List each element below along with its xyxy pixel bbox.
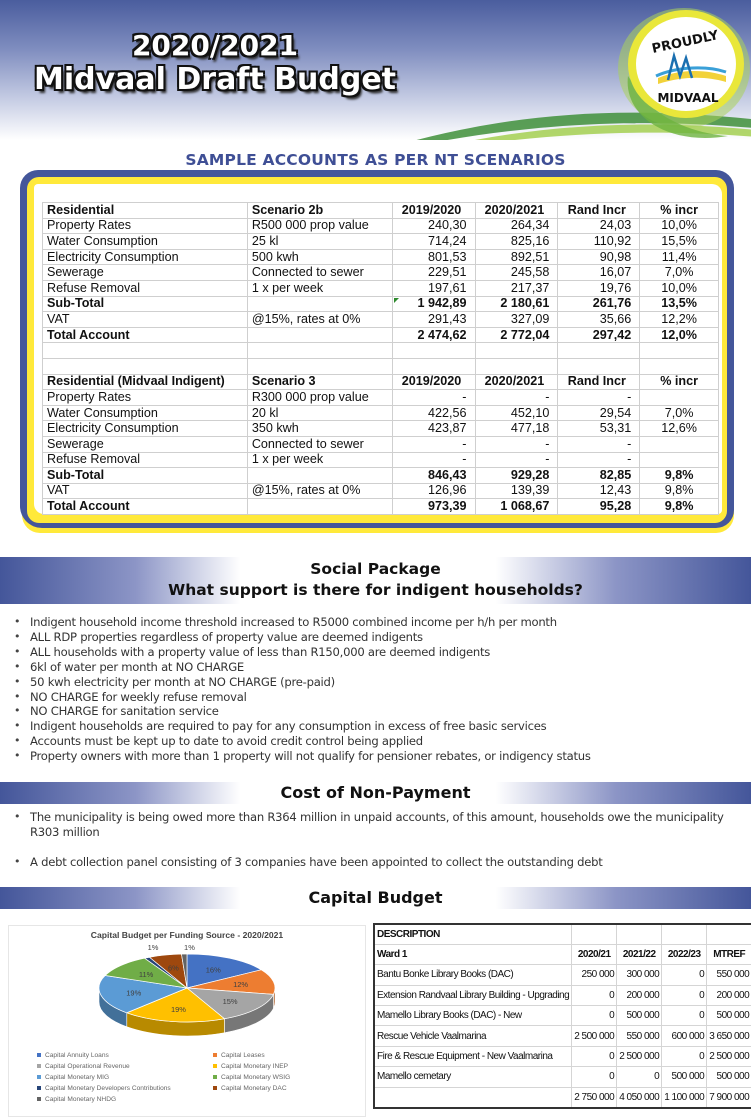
- vat-row: [43, 312, 719, 328]
- cell-item: Water Consumption: [43, 405, 248, 421]
- project-description: Mamello cemetary: [374, 1067, 572, 1087]
- capital-budget-title: Capital Budget: [308, 888, 443, 907]
- cell-detail: 25 kl: [247, 234, 392, 250]
- project-value: 0: [662, 1006, 707, 1026]
- cell-2020-2021: 825,16: [475, 234, 558, 250]
- cell-detail: [247, 468, 392, 484]
- pie-data-label: 6%: [168, 963, 179, 973]
- pie-data-label: 15%: [222, 996, 238, 1006]
- cell-detail: [247, 327, 392, 343]
- pie-data-label: 12%: [233, 980, 249, 990]
- legend-item: [37, 1052, 109, 1059]
- description-header-row: [374, 924, 751, 944]
- table-row: [374, 1046, 751, 1066]
- cell-pct-incr: [640, 390, 719, 406]
- legend-item: [213, 1052, 265, 1059]
- project-value: 200 000: [707, 985, 751, 1005]
- legend-swatch: [213, 1064, 217, 1068]
- empty-cell: [392, 358, 475, 374]
- cell-2020-2021: 892,51: [475, 249, 558, 265]
- cell-rand-incr: 261,76: [558, 296, 640, 312]
- subtotal-row: [43, 468, 719, 484]
- cell-2019-2020: 422,56: [392, 405, 475, 421]
- cell-2020-2021: 2 772,04: [475, 327, 558, 343]
- cell-2020-2021: 452,10: [475, 405, 558, 421]
- sample-accounts-table: [42, 202, 719, 515]
- pie-data-label: 19%: [170, 1004, 186, 1014]
- logo-bottom-text: MIDVAAL: [657, 91, 719, 105]
- cell-pct-incr: 12,6%: [640, 421, 719, 437]
- cell-2020-2021: -: [475, 452, 558, 468]
- legend-item: [37, 1063, 130, 1070]
- non-payment-list: [12, 810, 742, 870]
- cell-pct-incr: 13,5%: [640, 296, 719, 312]
- empty-cell: [374, 1087, 572, 1107]
- capital-budget-banner: [0, 887, 751, 909]
- cell-2020-2021: 327,09: [475, 312, 558, 328]
- title-main: Midvaal Draft Budget: [33, 62, 397, 97]
- list-item: • The municipality is being owed more than R364 million in unpaid accounts, of this amount, households owe the municipality R303 million: [12, 810, 742, 840]
- cell-detail: 500 kwh: [247, 249, 392, 265]
- cell-2020-2021: -: [475, 436, 558, 452]
- cell-item: Water Consumption: [43, 234, 248, 250]
- legend-label: Capital Annuity Loans: [45, 1052, 109, 1059]
- list-item: • 6kl of water per month at NO CHARGE: [12, 660, 742, 675]
- project-value: 500 000: [707, 1006, 751, 1026]
- vat-row: [43, 483, 719, 499]
- list-item: • A debt collection panel consisting of 3 companies have been appointed to collect the outstanding debt: [12, 855, 742, 870]
- table-row: [43, 405, 719, 421]
- list-item: • ALL households with a property value of less than R150,000 are deemed indigents: [12, 645, 742, 660]
- cell-2020-2021: 245,58: [475, 265, 558, 281]
- subtotal-row: [43, 296, 719, 312]
- legend-item: [37, 1085, 171, 1092]
- column-header: MTREF: [707, 944, 751, 964]
- cell-item: Refuse Removal: [43, 280, 248, 296]
- cell-item: Sewerage: [43, 436, 248, 452]
- project-value: 600 000: [662, 1026, 707, 1046]
- total-value: 1 100 000: [662, 1087, 707, 1107]
- empty-cell: [558, 343, 640, 359]
- list-item: • Indigent household income threshold increased to R5000 combined income per h/h per month: [12, 615, 742, 630]
- cell-rand-incr: -: [558, 390, 640, 406]
- total-row: [43, 327, 719, 343]
- cell-2019-2020: 240,30: [392, 218, 475, 234]
- cell-detail: [247, 296, 392, 312]
- column-header-row: [374, 944, 751, 964]
- cell-item: VAT: [43, 483, 248, 499]
- total-value: 2 750 000: [572, 1087, 617, 1107]
- totals-row: [374, 1087, 751, 1107]
- cell-rand-incr: 297,42: [558, 327, 640, 343]
- project-description: Fire & Rescue Equipment - New Vaalmarina: [374, 1046, 572, 1066]
- spacer-row: [43, 343, 719, 359]
- project-value: 2 500 000: [617, 1046, 662, 1066]
- empty-cell: [43, 358, 248, 374]
- cell-2019-2020: 197,61: [392, 280, 475, 296]
- legend-item: [213, 1063, 288, 1070]
- cell-2019-2020: 423,87: [392, 421, 475, 437]
- project-value: 500 000: [707, 1067, 751, 1087]
- table-header-row: [43, 203, 719, 219]
- legend-swatch: [37, 1064, 41, 1068]
- pie-data-label: 11%: [138, 970, 154, 980]
- legend-swatch: [37, 1097, 41, 1101]
- list-item: • 50 kwh electricity per month at NO CHARGE (pre-paid): [12, 675, 742, 690]
- cell-item: Sub-Total: [43, 468, 248, 484]
- project-value: 0: [572, 1067, 617, 1087]
- list-item: • Indigent households are required to pay for any consumption in excess of free basic services: [12, 719, 742, 734]
- list-item: • Accounts must be kept up to date to avoid credit control being applied: [12, 734, 742, 749]
- legend-label: Capital Monetary WSIG: [221, 1074, 291, 1081]
- cell-rand-incr: Rand Incr: [558, 374, 640, 390]
- cell-detail: 1 x per week: [247, 452, 392, 468]
- legend-swatch: [213, 1075, 217, 1079]
- cell-pct-incr: 7,0%: [640, 265, 719, 281]
- cell-rand-incr: 35,66: [558, 312, 640, 328]
- project-value: 0: [572, 1046, 617, 1066]
- legend-label: Capital Monetary MIG: [45, 1074, 110, 1081]
- cell-item: Residential: [43, 203, 248, 219]
- cell-2020-2021: 1 068,67: [475, 499, 558, 515]
- column-header: 2021/22: [617, 944, 662, 964]
- cell-pct-incr: 11,4%: [640, 249, 719, 265]
- legend-label: Capital Monetary NHDG: [45, 1096, 117, 1103]
- cell-pct-incr: 9,8%: [640, 483, 719, 499]
- table-row: [374, 1006, 751, 1026]
- cell-item: Electricity Consumption: [43, 421, 248, 437]
- cell-detail: R300 000 prop value: [247, 390, 392, 406]
- table-row: [374, 985, 751, 1005]
- total-value: 7 900 000: [707, 1087, 751, 1107]
- project-description: Bantu Bonke Library Books (DAC): [374, 965, 572, 985]
- table-row: [43, 234, 719, 250]
- empty-cell: [392, 343, 475, 359]
- cell-detail: R500 000 prop value: [247, 218, 392, 234]
- cell-rand-incr: 53,31: [558, 421, 640, 437]
- cell-2019-2020: -: [392, 452, 475, 468]
- list-item: • NO CHARGE for weekly refuse removal: [12, 690, 742, 705]
- empty-cell: [475, 358, 558, 374]
- project-value: 500 000: [617, 1006, 662, 1026]
- cell-item: Sub-Total: [43, 296, 248, 312]
- description-header: DESCRIPTION: [374, 924, 572, 944]
- non-payment-title: Cost of Non-Payment: [280, 783, 471, 802]
- cell-detail: @15%, rates at 0%: [247, 312, 392, 328]
- list-item: • ALL RDP properties regardless of property value are deemed indigents: [12, 630, 742, 645]
- cell-detail: 20 kl: [247, 405, 392, 421]
- cell-item: Property Rates: [43, 390, 248, 406]
- empty-cell: [43, 343, 248, 359]
- empty-cell: [247, 358, 392, 374]
- legend-swatch: [37, 1075, 41, 1079]
- empty-cell: [640, 358, 719, 374]
- table-row: [374, 1067, 751, 1087]
- empty-cell: [247, 343, 392, 359]
- cell-2020-2021: 139,39: [475, 483, 558, 499]
- cell-rand-incr: 24,03: [558, 218, 640, 234]
- table-row: [43, 218, 719, 234]
- legend-swatch: [37, 1086, 41, 1090]
- table-row: [374, 1026, 751, 1046]
- spacer-row: [43, 358, 719, 374]
- cell-2020-2021: -: [475, 390, 558, 406]
- social-package-subtitle: What support is there for indigent households?: [168, 581, 583, 599]
- cell-2019-2020: -: [392, 390, 475, 406]
- cell-2019-2020: 291,43: [392, 312, 475, 328]
- cell-item: Property Rates: [43, 218, 248, 234]
- cell-2020-2021: 264,34: [475, 218, 558, 234]
- project-value: 250 000: [572, 965, 617, 985]
- legend-label: Capital Monetary Developers Contributions: [45, 1085, 171, 1092]
- project-description: Mamello Library Books (DAC) - New: [374, 1006, 572, 1026]
- cell-rand-incr: -: [558, 436, 640, 452]
- non-payment-banner: [0, 782, 751, 804]
- cell-2020-2021: 2020/2021: [475, 374, 558, 390]
- table-row: [43, 249, 719, 265]
- table-row: [43, 280, 719, 296]
- empty-cell: [617, 924, 662, 944]
- legend-swatch: [213, 1086, 217, 1090]
- empty-cell: [640, 343, 719, 359]
- legend-label: Capital Monetary INEP: [221, 1063, 289, 1070]
- cell-2019-2020: 2019/2020: [392, 203, 475, 219]
- cell-2019-2020: 801,53: [392, 249, 475, 265]
- project-value: 550 000: [707, 965, 751, 985]
- cell-detail: [247, 499, 392, 515]
- cell-detail: Connected to sewer: [247, 265, 392, 281]
- table-row: [43, 265, 719, 281]
- cell-item: Sewerage: [43, 265, 248, 281]
- legend-item: [37, 1074, 109, 1081]
- legend-label: Capital Monetary DAC: [221, 1085, 287, 1092]
- pie-data-label: 1%: [147, 943, 159, 952]
- cell-rand-incr: 110,92: [558, 234, 640, 250]
- capital-budget-table: [373, 923, 751, 1109]
- legend-item: [213, 1085, 287, 1092]
- cell-2019-2020: 1 942,89: [392, 296, 475, 312]
- project-value: 2 500 000: [572, 1026, 617, 1046]
- cell-2019-2020: 973,39: [392, 499, 475, 515]
- cell-detail: 350 kwh: [247, 421, 392, 437]
- cell-rand-incr: -: [558, 452, 640, 468]
- column-header: 2020/21: [572, 944, 617, 964]
- project-value: 500 000: [662, 1067, 707, 1087]
- cell-pct-incr: 10,0%: [640, 218, 719, 234]
- legend-item: [37, 1096, 116, 1103]
- cell-rand-incr: 82,85: [558, 468, 640, 484]
- project-value: 300 000: [617, 965, 662, 985]
- cell-2020-2021: 477,18: [475, 421, 558, 437]
- total-row: [43, 499, 719, 515]
- chart-title: Capital Budget per Funding Source - 2020/2021: [90, 930, 284, 940]
- cell-pct-incr: 15,5%: [640, 234, 719, 250]
- logo-top-text: PROUDLY: [650, 28, 720, 57]
- table-row: [43, 436, 719, 452]
- legend-label: Capital Leases: [221, 1052, 265, 1059]
- cell-rand-incr: 29,54: [558, 405, 640, 421]
- cell-rand-incr: 19,76: [558, 280, 640, 296]
- project-description: Rescue Vehicle Vaalmarina: [374, 1026, 572, 1046]
- page-title: [30, 30, 400, 98]
- column-header: 2022/23: [662, 944, 707, 964]
- cell-pct-incr: [640, 452, 719, 468]
- cell-item: Residential (Midvaal Indigent): [43, 374, 248, 390]
- social-package-list: [12, 615, 742, 764]
- sample-accounts-heading: SAMPLE ACCOUNTS AS PER NT SCENARIOS: [185, 151, 566, 169]
- cell-2019-2020: 846,43: [392, 468, 475, 484]
- cell-detail: Scenario 3: [247, 374, 392, 390]
- cell-pct-incr: 9,8%: [640, 499, 719, 515]
- cell-item: Refuse Removal: [43, 452, 248, 468]
- empty-cell: [707, 924, 751, 944]
- cell-pct-incr: 12,0%: [640, 327, 719, 343]
- project-value: 0: [572, 1006, 617, 1026]
- empty-cell: [572, 924, 617, 944]
- cell-detail: 1 x per week: [247, 280, 392, 296]
- project-value: 0: [662, 985, 707, 1005]
- table-row: [43, 421, 719, 437]
- cell-detail: Connected to sewer: [247, 436, 392, 452]
- project-value: 0: [617, 1067, 662, 1087]
- proudly-midvaal-logo: [608, 6, 751, 146]
- pie-data-label: 1%: [184, 943, 195, 952]
- cell-detail: Scenario 2b: [247, 203, 392, 219]
- cell-pct-incr: % incr: [640, 374, 719, 390]
- project-value: 550 000: [617, 1026, 662, 1046]
- cell-rand-incr: 16,07: [558, 265, 640, 281]
- cell-2019-2020: -: [392, 436, 475, 452]
- project-value: 2 500 000: [707, 1046, 751, 1066]
- title-year: 2020/2021: [131, 29, 299, 62]
- cell-2020-2021: 2020/2021: [475, 203, 558, 219]
- cell-pct-incr: [640, 436, 719, 452]
- project-value: 0: [662, 965, 707, 985]
- project-value: 3 650 000: [707, 1026, 751, 1046]
- empty-cell: [475, 343, 558, 359]
- list-item: • Property owners with more than 1 property will not qualify for pensioner rebates, or indigency status: [12, 749, 742, 764]
- cell-rand-incr: Rand Incr: [558, 203, 640, 219]
- social-package-title: Social Package: [310, 560, 441, 578]
- cell-rand-incr: 90,98: [558, 249, 640, 265]
- cell-2020-2021: 929,28: [475, 468, 558, 484]
- cell-2020-2021: 2 180,61: [475, 296, 558, 312]
- cell-item: Electricity Consumption: [43, 249, 248, 265]
- total-value: 4 050 000: [617, 1087, 662, 1107]
- project-description: Extension Randvaal Library Building - Upgrading: [374, 985, 572, 1005]
- cell-2019-2020: 714,24: [392, 234, 475, 250]
- list-item: • NO CHARGE for sanitation service: [12, 704, 742, 719]
- cell-2019-2020: 126,96: [392, 483, 475, 499]
- project-value: 0: [662, 1046, 707, 1066]
- cell-pct-incr: 9,8%: [640, 468, 719, 484]
- social-package-banner: [0, 557, 751, 604]
- cell-item: Total Account: [43, 499, 248, 515]
- legend-swatch: [213, 1053, 217, 1057]
- cell-item: VAT: [43, 312, 248, 328]
- table-row: [43, 452, 719, 468]
- cell-2019-2020: 2 474,62: [392, 327, 475, 343]
- cell-2019-2020: 229,51: [392, 265, 475, 281]
- cell-pct-incr: 12,2%: [640, 312, 719, 328]
- cell-pct-incr: 7,0%: [640, 405, 719, 421]
- pie-data-label: 16%: [205, 965, 221, 975]
- empty-cell: [558, 358, 640, 374]
- legend-label: Capital Operational Revenue: [45, 1063, 130, 1070]
- table-row: [43, 390, 719, 406]
- table-row: [374, 965, 751, 985]
- cell-2019-2020: 2019/2020: [392, 374, 475, 390]
- cell-pct-incr: % incr: [640, 203, 719, 219]
- cell-2020-2021: 217,37: [475, 280, 558, 296]
- cell-item: Total Account: [43, 327, 248, 343]
- cell-rand-incr: 12,43: [558, 483, 640, 499]
- legend-swatch: [37, 1053, 41, 1057]
- legend-item: [213, 1074, 290, 1081]
- project-value: 0: [572, 985, 617, 1005]
- ward-label: Ward 1: [374, 944, 572, 964]
- cell-detail: @15%, rates at 0%: [247, 483, 392, 499]
- project-value: 200 000: [617, 985, 662, 1005]
- cell-rand-incr: 95,28: [558, 499, 640, 515]
- pie-data-label: 19%: [126, 988, 142, 998]
- table-header-row: [43, 374, 719, 390]
- empty-cell: [662, 924, 707, 944]
- funding-source-pie-chart: [8, 925, 366, 1117]
- cell-pct-incr: 10,0%: [640, 280, 719, 296]
